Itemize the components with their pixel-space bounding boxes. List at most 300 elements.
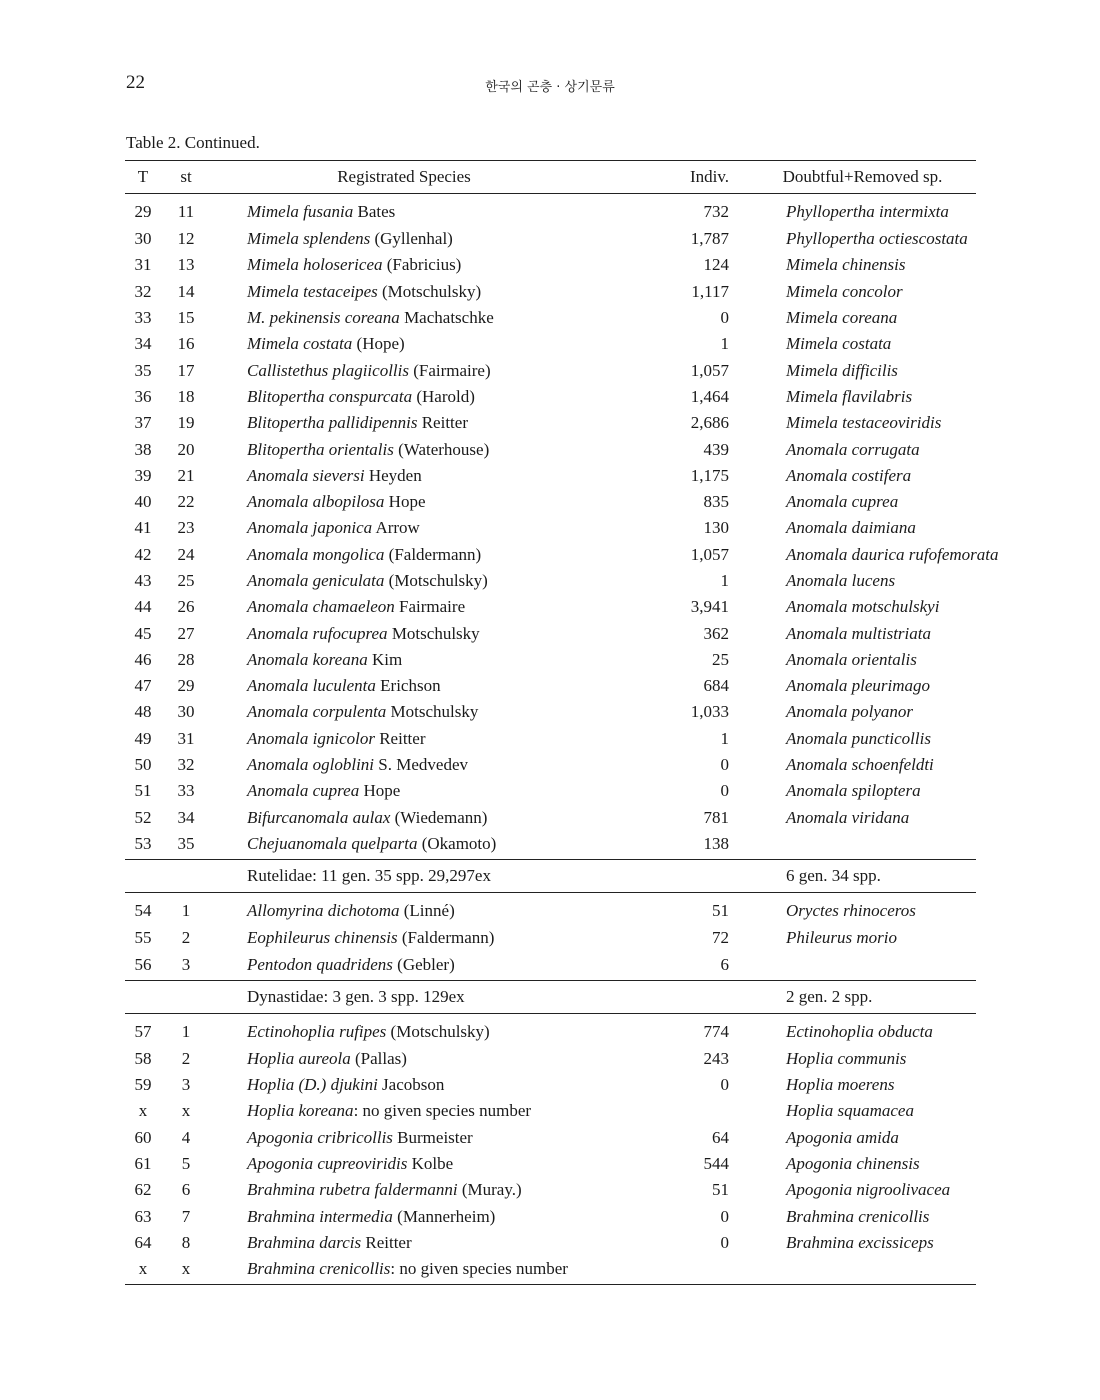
cell-indiv: 243 bbox=[703, 1048, 729, 1068]
cell-indiv bbox=[597, 980, 749, 1013]
cell-doubtful: Mimela coreana bbox=[786, 308, 898, 328]
cell-st: 28 bbox=[177, 649, 195, 669]
species-author: Kolbe bbox=[407, 1154, 454, 1174]
cell-t: 42 bbox=[134, 544, 152, 564]
species-author: Reitter bbox=[417, 413, 468, 433]
table-header bbox=[125, 161, 976, 194]
cell-indiv: 1 bbox=[720, 728, 729, 748]
cell-doubtful: Mimela costata bbox=[786, 334, 892, 354]
cell-t: 55 bbox=[134, 928, 152, 948]
table-row bbox=[125, 1230, 976, 1256]
header-t: T bbox=[125, 161, 161, 194]
page-number: 22 bbox=[126, 72, 145, 93]
cell-indiv: 1,057 bbox=[690, 360, 729, 380]
species-name: Anomala chamaeleon bbox=[247, 597, 395, 617]
species-name: Mimela testaceipes bbox=[247, 281, 378, 301]
table-row bbox=[125, 1098, 976, 1124]
cell-doubtful: Hoplia moerens bbox=[786, 1075, 895, 1095]
cell-t: 51 bbox=[134, 781, 152, 801]
cell-t: 35 bbox=[134, 360, 152, 380]
species-name: Anomala geniculata bbox=[247, 571, 385, 590]
cell-st: 17 bbox=[177, 360, 195, 380]
cell-indiv: 1,057 bbox=[690, 544, 729, 564]
cell-species bbox=[211, 1098, 597, 1124]
species-name: Allomyrina dichotoma bbox=[247, 901, 400, 921]
cell-species bbox=[211, 515, 597, 541]
species-author: (Linné) bbox=[399, 901, 455, 921]
cell-st: 8 bbox=[181, 1232, 191, 1252]
species-name: Brahmina rubetra faldermanni bbox=[247, 1180, 458, 1200]
species-author: (Motschulsky) bbox=[386, 1021, 490, 1041]
species-author: Kim bbox=[367, 649, 403, 669]
cell-st: 1 bbox=[181, 1021, 191, 1041]
table-row bbox=[125, 1151, 976, 1177]
species-author: : no given species number bbox=[353, 1101, 532, 1121]
cell-species bbox=[211, 1125, 597, 1151]
cell-t: 32 bbox=[134, 281, 152, 301]
species-name: Anomala cuprea bbox=[247, 781, 360, 801]
cell-doubtful: Anomala spiloptera bbox=[786, 781, 921, 801]
summary-row bbox=[125, 860, 976, 893]
cell-doubtful: Anomala costifera bbox=[786, 465, 912, 485]
species-name: Apogonia cupreoviridis bbox=[247, 1154, 408, 1174]
cell-doubtful: Anomala puncticollis bbox=[786, 728, 931, 748]
species-author: Fairmaire bbox=[394, 597, 466, 617]
species-author: Reitter bbox=[361, 1232, 412, 1252]
cell-indiv: 130 bbox=[703, 518, 729, 538]
cell-indiv: 1 bbox=[720, 571, 729, 590]
cell-st: 26 bbox=[177, 597, 195, 617]
table-row bbox=[125, 384, 976, 410]
cell-indiv: 3,941 bbox=[690, 597, 729, 617]
species-name: Anomala ogloblini bbox=[247, 755, 375, 775]
cell-t: 54 bbox=[134, 901, 152, 921]
cell-species bbox=[211, 1046, 597, 1072]
species-name: Hoplia (D.) djukini bbox=[247, 1075, 378, 1095]
cell-doubtful: Mimela difficilis bbox=[786, 360, 898, 380]
cell-t: 52 bbox=[134, 807, 152, 827]
cell-indiv bbox=[597, 1098, 749, 1124]
cell-t: 29 bbox=[134, 202, 152, 221]
cell-indiv: 51 bbox=[712, 1180, 729, 1200]
running-head: 한국의 곤충 · 상기문류 bbox=[485, 80, 615, 95]
species-author: Hope bbox=[359, 781, 401, 801]
cell-doubtful: Oryctes rhinoceros bbox=[786, 901, 916, 921]
cell-species bbox=[211, 893, 597, 926]
cell-doubtful: Anomala daurica rufofemorata bbox=[786, 544, 999, 564]
table-caption: Table 2. Continued. bbox=[126, 133, 260, 152]
cell-indiv: 774 bbox=[703, 1021, 729, 1041]
species-author: (Wiedemann) bbox=[390, 807, 488, 827]
species-name: Pentodon quadridens bbox=[247, 954, 393, 974]
cell-doubtful: Brahmina crenicollis bbox=[786, 1206, 930, 1226]
cell-doubtful bbox=[749, 951, 976, 980]
cell-doubtful: Hoplia squamacea bbox=[786, 1101, 914, 1121]
species-name: Anomala japonica bbox=[247, 518, 373, 538]
cell-st: 15 bbox=[177, 308, 195, 328]
table-row bbox=[125, 726, 976, 752]
cell-species bbox=[211, 305, 597, 331]
cell-t: 41 bbox=[134, 518, 152, 538]
cell-st: 11 bbox=[177, 202, 195, 221]
cell-indiv: 0 bbox=[720, 1206, 729, 1226]
species-author: (Waterhouse) bbox=[393, 439, 490, 459]
cell-species bbox=[211, 568, 597, 594]
species-author: (Fairmaire) bbox=[408, 360, 491, 380]
cell-t: 59 bbox=[134, 1075, 152, 1095]
summary-row bbox=[125, 980, 976, 1013]
species-name: Mimela holosericea bbox=[247, 255, 383, 275]
table-row bbox=[125, 831, 976, 860]
header-doubtful-removed: Doubtful+Removed sp. bbox=[749, 161, 976, 194]
species-name: Apogonia cribricollis bbox=[247, 1127, 393, 1147]
table-row bbox=[125, 893, 976, 926]
cell-st: 5 bbox=[181, 1154, 191, 1174]
cell-species bbox=[211, 620, 597, 646]
cell-species bbox=[211, 331, 597, 357]
cell-st: 23 bbox=[177, 518, 195, 538]
species-author: Motschulsky bbox=[387, 623, 480, 643]
cell-st: 31 bbox=[177, 728, 195, 748]
table-row bbox=[125, 1177, 976, 1203]
cell-species bbox=[211, 1204, 597, 1230]
table-body bbox=[125, 194, 999, 1285]
cell-species bbox=[211, 436, 597, 462]
species-name: Anomala corpulenta bbox=[247, 702, 387, 722]
species-name: Hoplia aureola bbox=[247, 1048, 351, 1068]
table-row bbox=[125, 542, 976, 568]
summary-doubtful: 6 gen. 34 spp. bbox=[749, 860, 976, 893]
table-row bbox=[125, 673, 976, 699]
cell-species bbox=[211, 673, 597, 699]
cell-species bbox=[211, 542, 597, 568]
cell-indiv: 64 bbox=[712, 1127, 729, 1147]
cell-species bbox=[211, 1256, 597, 1285]
cell-indiv: 0 bbox=[720, 1232, 729, 1252]
cell-t: 36 bbox=[134, 386, 152, 406]
table-row bbox=[125, 515, 976, 541]
cell-species bbox=[211, 226, 597, 252]
cell-species bbox=[211, 194, 597, 227]
table-row bbox=[125, 463, 976, 489]
cell-t: 49 bbox=[134, 728, 152, 748]
table-row bbox=[125, 1072, 976, 1098]
table-row bbox=[125, 805, 976, 831]
table-row bbox=[125, 279, 976, 305]
table-row bbox=[125, 925, 976, 951]
species-author: (Muray.) bbox=[457, 1180, 522, 1200]
cell-indiv: 439 bbox=[703, 439, 729, 459]
species-name: Anomala albopilosa bbox=[247, 492, 385, 512]
cell-t: x bbox=[125, 1256, 161, 1285]
cell-st: 13 bbox=[177, 255, 195, 275]
species-name: Anomala koreana bbox=[247, 649, 368, 669]
table-row bbox=[125, 1125, 976, 1151]
species-name: Mimela fusania bbox=[247, 202, 354, 221]
species-author: Arrow bbox=[372, 518, 420, 538]
cell-species bbox=[211, 594, 597, 620]
cell-indiv: 1,033 bbox=[690, 702, 729, 722]
species-name: Mimela splendens bbox=[247, 229, 371, 249]
cell-t: 62 bbox=[134, 1180, 152, 1200]
cell-indiv: 684 bbox=[703, 676, 729, 696]
cell-indiv: 362 bbox=[703, 623, 729, 643]
cell-st bbox=[161, 980, 211, 1013]
cell-t: 37 bbox=[134, 413, 152, 433]
cell-species bbox=[211, 463, 597, 489]
table-row bbox=[125, 951, 976, 980]
cell-t: 63 bbox=[134, 1206, 152, 1226]
species-author: Motschulsky bbox=[386, 702, 479, 722]
species-author: (Motschulsky) bbox=[384, 571, 488, 590]
species-name: Blitopertha orientalis bbox=[247, 439, 394, 459]
species-name: Eophileurus chinensis bbox=[247, 928, 398, 948]
cell-t: 47 bbox=[134, 676, 152, 696]
cell-species bbox=[211, 647, 597, 673]
cell-st: 12 bbox=[177, 229, 195, 249]
cell-doubtful: Anomala pleurimago bbox=[786, 676, 931, 696]
cell-doubtful: Apogonia amida bbox=[786, 1127, 899, 1147]
cell-doubtful: Brahmina excissiceps bbox=[786, 1232, 934, 1252]
species-author: (Hope) bbox=[352, 334, 405, 354]
species-name: Anomala sieversi bbox=[247, 465, 365, 485]
cell-st: 29 bbox=[177, 676, 195, 696]
cell-st: 33 bbox=[177, 781, 195, 801]
cell-species bbox=[211, 1072, 597, 1098]
table-row bbox=[125, 1046, 976, 1072]
cell-doubtful: Anomala polyanor bbox=[786, 702, 914, 722]
cell-doubtful: Anomala cuprea bbox=[786, 492, 899, 512]
cell-doubtful: Apogonia nigroolivacea bbox=[786, 1180, 951, 1200]
cell-st: x bbox=[181, 1101, 191, 1121]
cell-species bbox=[211, 752, 597, 778]
species-author: (Motschulsky) bbox=[377, 281, 482, 301]
cell-st: 14 bbox=[177, 281, 195, 301]
table-row bbox=[125, 436, 976, 462]
cell-t: 48 bbox=[134, 702, 152, 722]
cell-indiv: 1,117 bbox=[691, 281, 729, 301]
cell-st: 25 bbox=[177, 571, 195, 590]
cell-indiv: 1 bbox=[720, 334, 729, 354]
species-name: Anomala luculenta bbox=[247, 676, 376, 696]
species-author: (Okamoto) bbox=[417, 833, 497, 853]
header-indiv: Indiv. bbox=[597, 161, 749, 194]
cell-species bbox=[211, 805, 597, 831]
cell-t bbox=[125, 860, 161, 893]
cell-doubtful: Ectinohoplia obducta bbox=[786, 1021, 933, 1041]
species-author: Erichson bbox=[375, 676, 441, 696]
species-name: Hoplia koreana bbox=[247, 1101, 354, 1121]
table-row bbox=[125, 489, 976, 515]
cell-doubtful: Phyllopertha intermixta bbox=[786, 202, 949, 221]
table-row bbox=[125, 226, 976, 252]
cell-species bbox=[211, 951, 597, 980]
cell-species bbox=[211, 699, 597, 725]
cell-st: 20 bbox=[177, 439, 195, 459]
cell-indiv: 6 bbox=[720, 954, 729, 974]
table-row bbox=[125, 331, 976, 357]
table-row bbox=[125, 1204, 976, 1230]
cell-indiv bbox=[597, 1256, 749, 1285]
species-author: (Harold) bbox=[412, 386, 475, 406]
table-row bbox=[125, 305, 976, 331]
cell-species bbox=[211, 831, 597, 860]
table-row bbox=[125, 778, 976, 804]
table-row bbox=[125, 699, 976, 725]
cell-doubtful: Mimela flavilabris bbox=[786, 386, 913, 406]
cell-st: 34 bbox=[177, 807, 195, 827]
cell-t bbox=[125, 980, 161, 1013]
cell-t: 40 bbox=[134, 492, 152, 512]
species-author: (Pallas) bbox=[350, 1048, 407, 1068]
cell-st: 2 bbox=[181, 1048, 191, 1068]
cell-st: 3 bbox=[181, 1075, 191, 1095]
cell-t: 44 bbox=[134, 597, 152, 617]
species-name: Brahmina intermedia bbox=[247, 1206, 393, 1226]
species-name: Blitopertha pallidipennis bbox=[247, 413, 418, 433]
species-author: Burmeister bbox=[392, 1127, 473, 1147]
cell-t: 56 bbox=[134, 954, 152, 974]
cell-species bbox=[211, 357, 597, 383]
cell-doubtful: Anomala motschulskyi bbox=[786, 597, 940, 617]
species-author: Hope bbox=[384, 492, 426, 512]
cell-st: 18 bbox=[177, 386, 195, 406]
species-name: Brahmina darcis bbox=[247, 1232, 362, 1252]
species-name: Ectinohoplia rufipes bbox=[247, 1021, 387, 1041]
species-name: Chejuanomala quelparta bbox=[247, 833, 418, 853]
cell-st: 19 bbox=[177, 413, 195, 433]
cell-indiv: 0 bbox=[720, 781, 729, 801]
cell-doubtful: Anomala corrugata bbox=[786, 439, 920, 459]
cell-t: 58 bbox=[134, 1048, 152, 1068]
cell-st: 16 bbox=[177, 334, 195, 354]
summary-doubtful: 2 gen. 2 spp. bbox=[749, 980, 976, 1013]
cell-doubtful: Phileurus morio bbox=[786, 928, 897, 948]
table-row bbox=[125, 194, 976, 227]
cell-species bbox=[211, 726, 597, 752]
cell-t: 50 bbox=[134, 755, 152, 775]
cell-st: 21 bbox=[177, 465, 195, 485]
cell-t: 31 bbox=[134, 255, 152, 275]
cell-species bbox=[211, 384, 597, 410]
cell-doubtful: Anomala daimiana bbox=[786, 518, 916, 538]
cell-doubtful: Anomala lucens bbox=[786, 571, 896, 590]
cell-species bbox=[211, 778, 597, 804]
cell-doubtful: Anomala orientalis bbox=[786, 649, 917, 669]
species-author: Machatschke bbox=[399, 308, 494, 328]
species-author: (Gebler) bbox=[392, 954, 455, 974]
cell-doubtful bbox=[749, 831, 976, 860]
summary-species: Dynastidae: 3 gen. 3 spp. 129ex bbox=[211, 980, 597, 1013]
species-author: (Faldermann) bbox=[384, 544, 482, 564]
table-row bbox=[125, 1256, 976, 1285]
cell-t: 33 bbox=[134, 308, 152, 328]
cell-species bbox=[211, 489, 597, 515]
cell-st: 35 bbox=[177, 833, 195, 853]
cell-doubtful: Mimela concolor bbox=[786, 281, 903, 301]
table-row bbox=[125, 594, 976, 620]
cell-st: 30 bbox=[177, 702, 195, 722]
cell-indiv: 732 bbox=[703, 202, 729, 221]
cell-t: 53 bbox=[134, 833, 152, 853]
cell-indiv: 1,175 bbox=[690, 465, 729, 485]
cell-indiv: 0 bbox=[720, 1075, 729, 1095]
cell-st: 22 bbox=[177, 492, 195, 512]
cell-doubtful: Anomala multistriata bbox=[786, 623, 931, 643]
cell-doubtful: Anomala viridana bbox=[786, 807, 910, 827]
cell-indiv: 138 bbox=[703, 833, 729, 853]
cell-indiv: 1,464 bbox=[690, 386, 729, 406]
cell-t: 30 bbox=[134, 229, 152, 249]
cell-indiv: 2,686 bbox=[690, 413, 729, 433]
summary-species: Rutelidae: 11 gen. 35 spp. 29,297ex bbox=[211, 860, 597, 893]
cell-t: 61 bbox=[134, 1154, 152, 1174]
cell-t: 60 bbox=[134, 1127, 152, 1147]
cell-st: 4 bbox=[181, 1127, 191, 1147]
cell-indiv: 25 bbox=[712, 649, 729, 669]
cell-doubtful: Mimela testaceoviridis bbox=[786, 413, 942, 433]
species-author: (Mannerheim) bbox=[392, 1206, 496, 1226]
cell-indiv: 0 bbox=[720, 755, 729, 775]
species-author: (Gyllenhal) bbox=[370, 229, 453, 249]
species-name: M. pekinensis coreana bbox=[247, 308, 400, 328]
cell-st: 3 bbox=[181, 954, 191, 974]
cell-species bbox=[211, 1151, 597, 1177]
cell-st: x bbox=[161, 1256, 211, 1285]
cell-t: 57 bbox=[134, 1021, 152, 1041]
species-author: (Faldermann) bbox=[397, 928, 495, 948]
cell-st: 32 bbox=[177, 755, 195, 775]
cell-indiv: 544 bbox=[703, 1154, 729, 1174]
cell-indiv: 0 bbox=[720, 308, 729, 328]
cell-species bbox=[211, 1013, 597, 1046]
cell-doubtful: Anomala schoenfeldti bbox=[786, 755, 934, 775]
cell-indiv: 835 bbox=[703, 492, 729, 512]
cell-doubtful bbox=[749, 1256, 976, 1285]
table-row bbox=[125, 568, 976, 594]
cell-doubtful: Apogonia chinensis bbox=[786, 1154, 920, 1174]
species-author: S. Medvedev bbox=[374, 755, 468, 775]
cell-indiv: 781 bbox=[703, 807, 729, 827]
species-author: Jacobson bbox=[377, 1075, 445, 1095]
cell-species bbox=[211, 252, 597, 278]
species-author: Heyden bbox=[364, 465, 422, 485]
species-name: Mimela costata bbox=[247, 334, 353, 354]
cell-t: 46 bbox=[134, 649, 152, 669]
cell-species bbox=[211, 925, 597, 951]
cell-indiv bbox=[597, 860, 749, 893]
species-name: Callistethus plagiicollis bbox=[247, 360, 409, 380]
cell-t: 38 bbox=[134, 439, 152, 459]
cell-doubtful: Mimela chinensis bbox=[786, 255, 906, 275]
cell-doubtful: Phyllopertha octiescostata bbox=[786, 229, 968, 249]
cell-indiv: 72 bbox=[712, 928, 729, 948]
cell-st: 7 bbox=[181, 1206, 191, 1226]
table-row bbox=[125, 647, 976, 673]
species-name: Anomala ignicolor bbox=[247, 728, 375, 748]
table-row bbox=[125, 620, 976, 646]
species-author: Bates bbox=[353, 202, 396, 221]
cell-st: 24 bbox=[177, 544, 195, 564]
species-author: : no given species number bbox=[390, 1259, 568, 1279]
cell-indiv: 51 bbox=[712, 901, 729, 921]
species-name: Anomala mongolica bbox=[247, 544, 385, 564]
cell-t: 34 bbox=[134, 334, 152, 354]
table-row bbox=[125, 1013, 976, 1046]
cell-st: 6 bbox=[181, 1180, 191, 1200]
table-row bbox=[125, 357, 976, 383]
cell-species bbox=[211, 279, 597, 305]
